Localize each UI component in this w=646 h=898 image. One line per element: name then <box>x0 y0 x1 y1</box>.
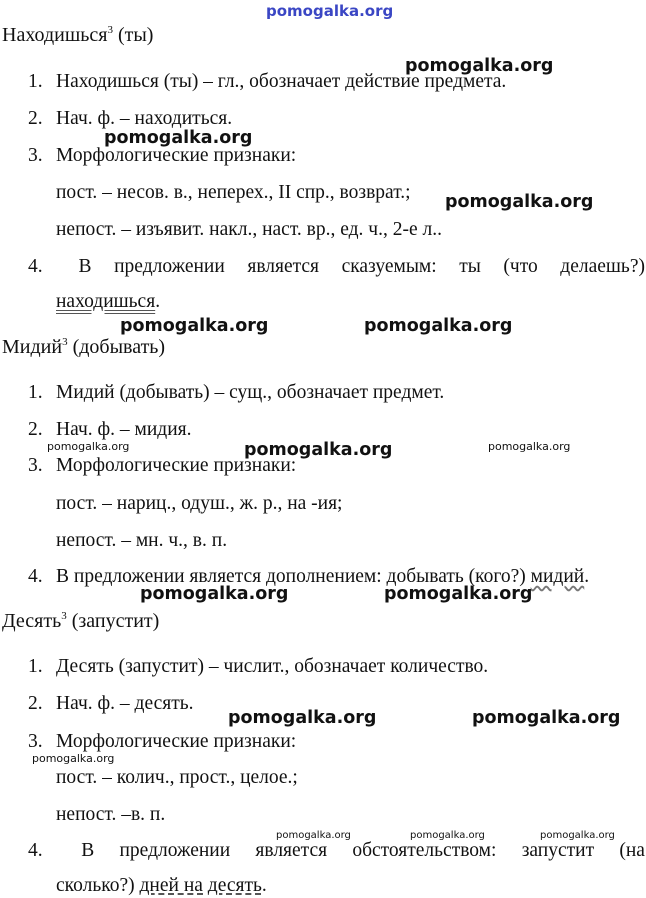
continuation-line: находишься. <box>56 291 161 312</box>
watermark: pomogalka.org <box>410 830 485 841</box>
list-item: 2. Нач. ф. – находиться. <box>28 108 233 129</box>
watermark: pomogalka.org <box>140 584 289 604</box>
watermark: pomogalka.org <box>364 316 513 336</box>
watermark: pomogalka.org <box>244 440 393 460</box>
watermark: pomogalka.org <box>540 830 615 841</box>
list-item-justified: 4. В предложении является обстоятельством: запустит (на <box>28 840 645 861</box>
sub-line: непост. – изъявит. накл., наст. вр., ед. ч., 2-е л.. <box>56 219 442 240</box>
list-item: 2. Нач. ф. – десять. <box>28 693 194 714</box>
watermark: pomogalka.org <box>266 2 394 20</box>
list-item: 3. Морфологические признаки: <box>28 145 297 166</box>
sub-line: пост. – нариц., одуш., ж. р., на -ия; <box>56 493 343 514</box>
list-item: 3. Морфологические признаки: <box>28 731 297 752</box>
watermark: pomogalka.org <box>228 708 377 728</box>
list-item: 1. Находишься (ты) – гл., обозначает действие предмета. <box>28 71 507 92</box>
watermark: pomogalka.org <box>405 56 554 76</box>
list-item: 1. Десять (запустит) – числит., обозначает количество. <box>28 656 489 677</box>
word-heading-1: Находишься$^3$ (ты) <box>2 24 154 46</box>
watermark: pomogalka.org <box>47 440 130 453</box>
watermark: pomogalka.org <box>472 708 621 728</box>
list-item: 1. Мидий (добывать) – сущ., обозначает предмет. <box>28 382 445 403</box>
watermark: pomogalka.org <box>32 752 115 765</box>
watermark: pomogalka.org <box>120 316 269 336</box>
sub-line: пост. – колич., прост., целое.; <box>56 767 298 788</box>
sub-line: непост. –в. п. <box>56 804 166 825</box>
sub-line: пост. – несов. в., неперех., II спр., возврат.; <box>56 182 411 203</box>
sub-line: непост. – мн. ч., в. п. <box>56 530 228 551</box>
list-item: 4. В предложении является дополнением: добывать (кого?) мидий. <box>28 566 590 587</box>
list-item: 2. Нач. ф. – мидия. <box>28 419 192 440</box>
watermark: pomogalka.org <box>488 440 571 453</box>
watermark: pomogalka.org <box>445 192 594 212</box>
list-item-justified: 4. В предложении является сказуемым: ты (что делаешь?) <box>28 256 645 277</box>
word-heading-2: Мидий$^3$ (добывать) <box>2 336 166 358</box>
word-heading-3: Десять$^3$ (запустит) <box>2 610 160 632</box>
continuation-line: сколько?) дней на десять. <box>56 875 267 896</box>
watermark: pomogalka.org <box>104 128 253 148</box>
list-item: 3. Морфологические признаки: <box>28 455 297 476</box>
watermark: pomogalka.org <box>384 584 533 604</box>
watermark: pomogalka.org <box>276 830 351 841</box>
